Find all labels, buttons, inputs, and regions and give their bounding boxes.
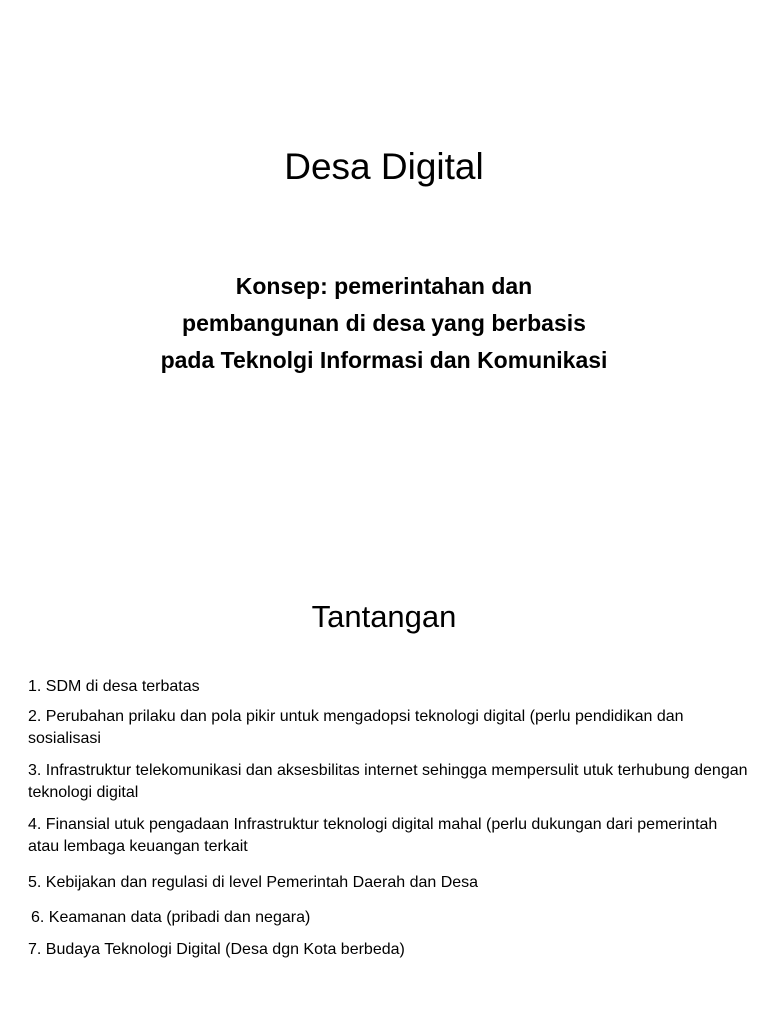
list-item: 5. Kebijakan dan regulasi di level Pemerintah Daerah dan Desa [28, 874, 479, 891]
slide-title: Desa Digital [284, 146, 484, 187]
list-item: 7. Budaya Teknologi Digital (Desa dgn Kota berbeda) [28, 941, 405, 958]
slide-tantangan [0, 512, 768, 1024]
list-item: 2. Perubahan prilaku dan pola pikir untuk mengadopsi teknologi digital (perlu pendidikan dan sosialisasi [28, 708, 684, 747]
list-item: 4. Finansial utuk pengadaan Infrastruktur teknologi digital mahal (perlu dukungan dari pemerintah atau lembaga keuangan terkait [28, 816, 718, 855]
list-item: 6. Keamanan data (pribadi dan negara) [31, 909, 311, 926]
list-item: 3. Infrastruktur telekomunikasi dan aksesbilitas internet sehingga mempersulit utuk terhubung dengan teknologi digital [28, 762, 748, 801]
subtitle-line: pembangunan di desa yang berbasis [182, 310, 586, 336]
slide-title: Tantangan [311, 599, 457, 634]
subtitle-line: Konsep: pemerintahan dan [235, 273, 533, 299]
slide-subtitle [0, 268, 768, 379]
list-item: 1. SDM di desa terbatas [28, 678, 200, 695]
subtitle-line: pada Teknolgi Informasi dan Komunikasi [160, 347, 608, 373]
